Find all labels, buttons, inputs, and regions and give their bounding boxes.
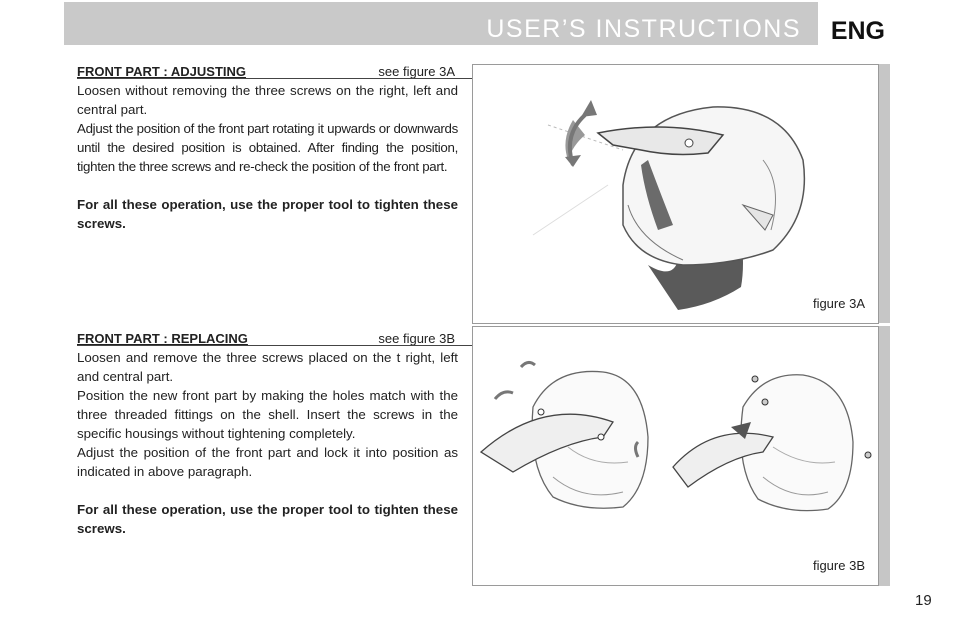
section-title: FRONT PART : REPLACING (77, 331, 248, 346)
figure-caption: figure 3B (812, 558, 865, 573)
section-title: FRONT PART : ADJUSTING (77, 64, 246, 79)
heading-rule (77, 345, 472, 346)
figure-reference: see figure 3A (378, 64, 455, 79)
paragraph: Position the new front part by making the holes match with the three threaded fittings on the shell. Insert the screws in the specific housings without tightening completely. (77, 388, 458, 441)
paragraph: Adjust the position of the front part and lock it into position as indicated in above paragraph. (77, 445, 458, 479)
figure-side-bar (878, 326, 890, 586)
heading-rule (77, 78, 472, 79)
figure-reference: see figure 3B (378, 331, 455, 346)
figure-side-bar (878, 64, 890, 323)
tool-note: For all these operation, use the proper tool to tighten these screws. (77, 502, 458, 536)
paragraph: Loosen and remove the three screws placed on the t right, left and central part. (77, 350, 458, 384)
figure-3b (472, 326, 879, 586)
figure-3a (472, 64, 879, 324)
paragraph: Adjust the position of the front part rotating it upwards or downwards until the desired position is obtained. After finding the position, tighten the three screws and re-check the position of the front part. (77, 121, 458, 174)
tool-note: For all these operation, use the proper tool to tighten these screws. (77, 197, 458, 231)
helmet-replace-illustration (473, 327, 878, 585)
helmet-adjust-illustration (473, 65, 878, 323)
page-number: 19 (915, 592, 932, 609)
page-header (64, 2, 885, 45)
section-adjusting (77, 62, 458, 233)
language-tag: ENG (818, 2, 885, 45)
section-replacing (77, 329, 458, 538)
section-heading (77, 329, 458, 348)
header-title: USER’S INSTRUCTIONS (486, 15, 801, 43)
figure-caption: figure 3A (812, 296, 865, 311)
paragraph: Loosen without removing the three screws on the right, left and central part. (77, 83, 458, 117)
section-heading (77, 62, 458, 81)
